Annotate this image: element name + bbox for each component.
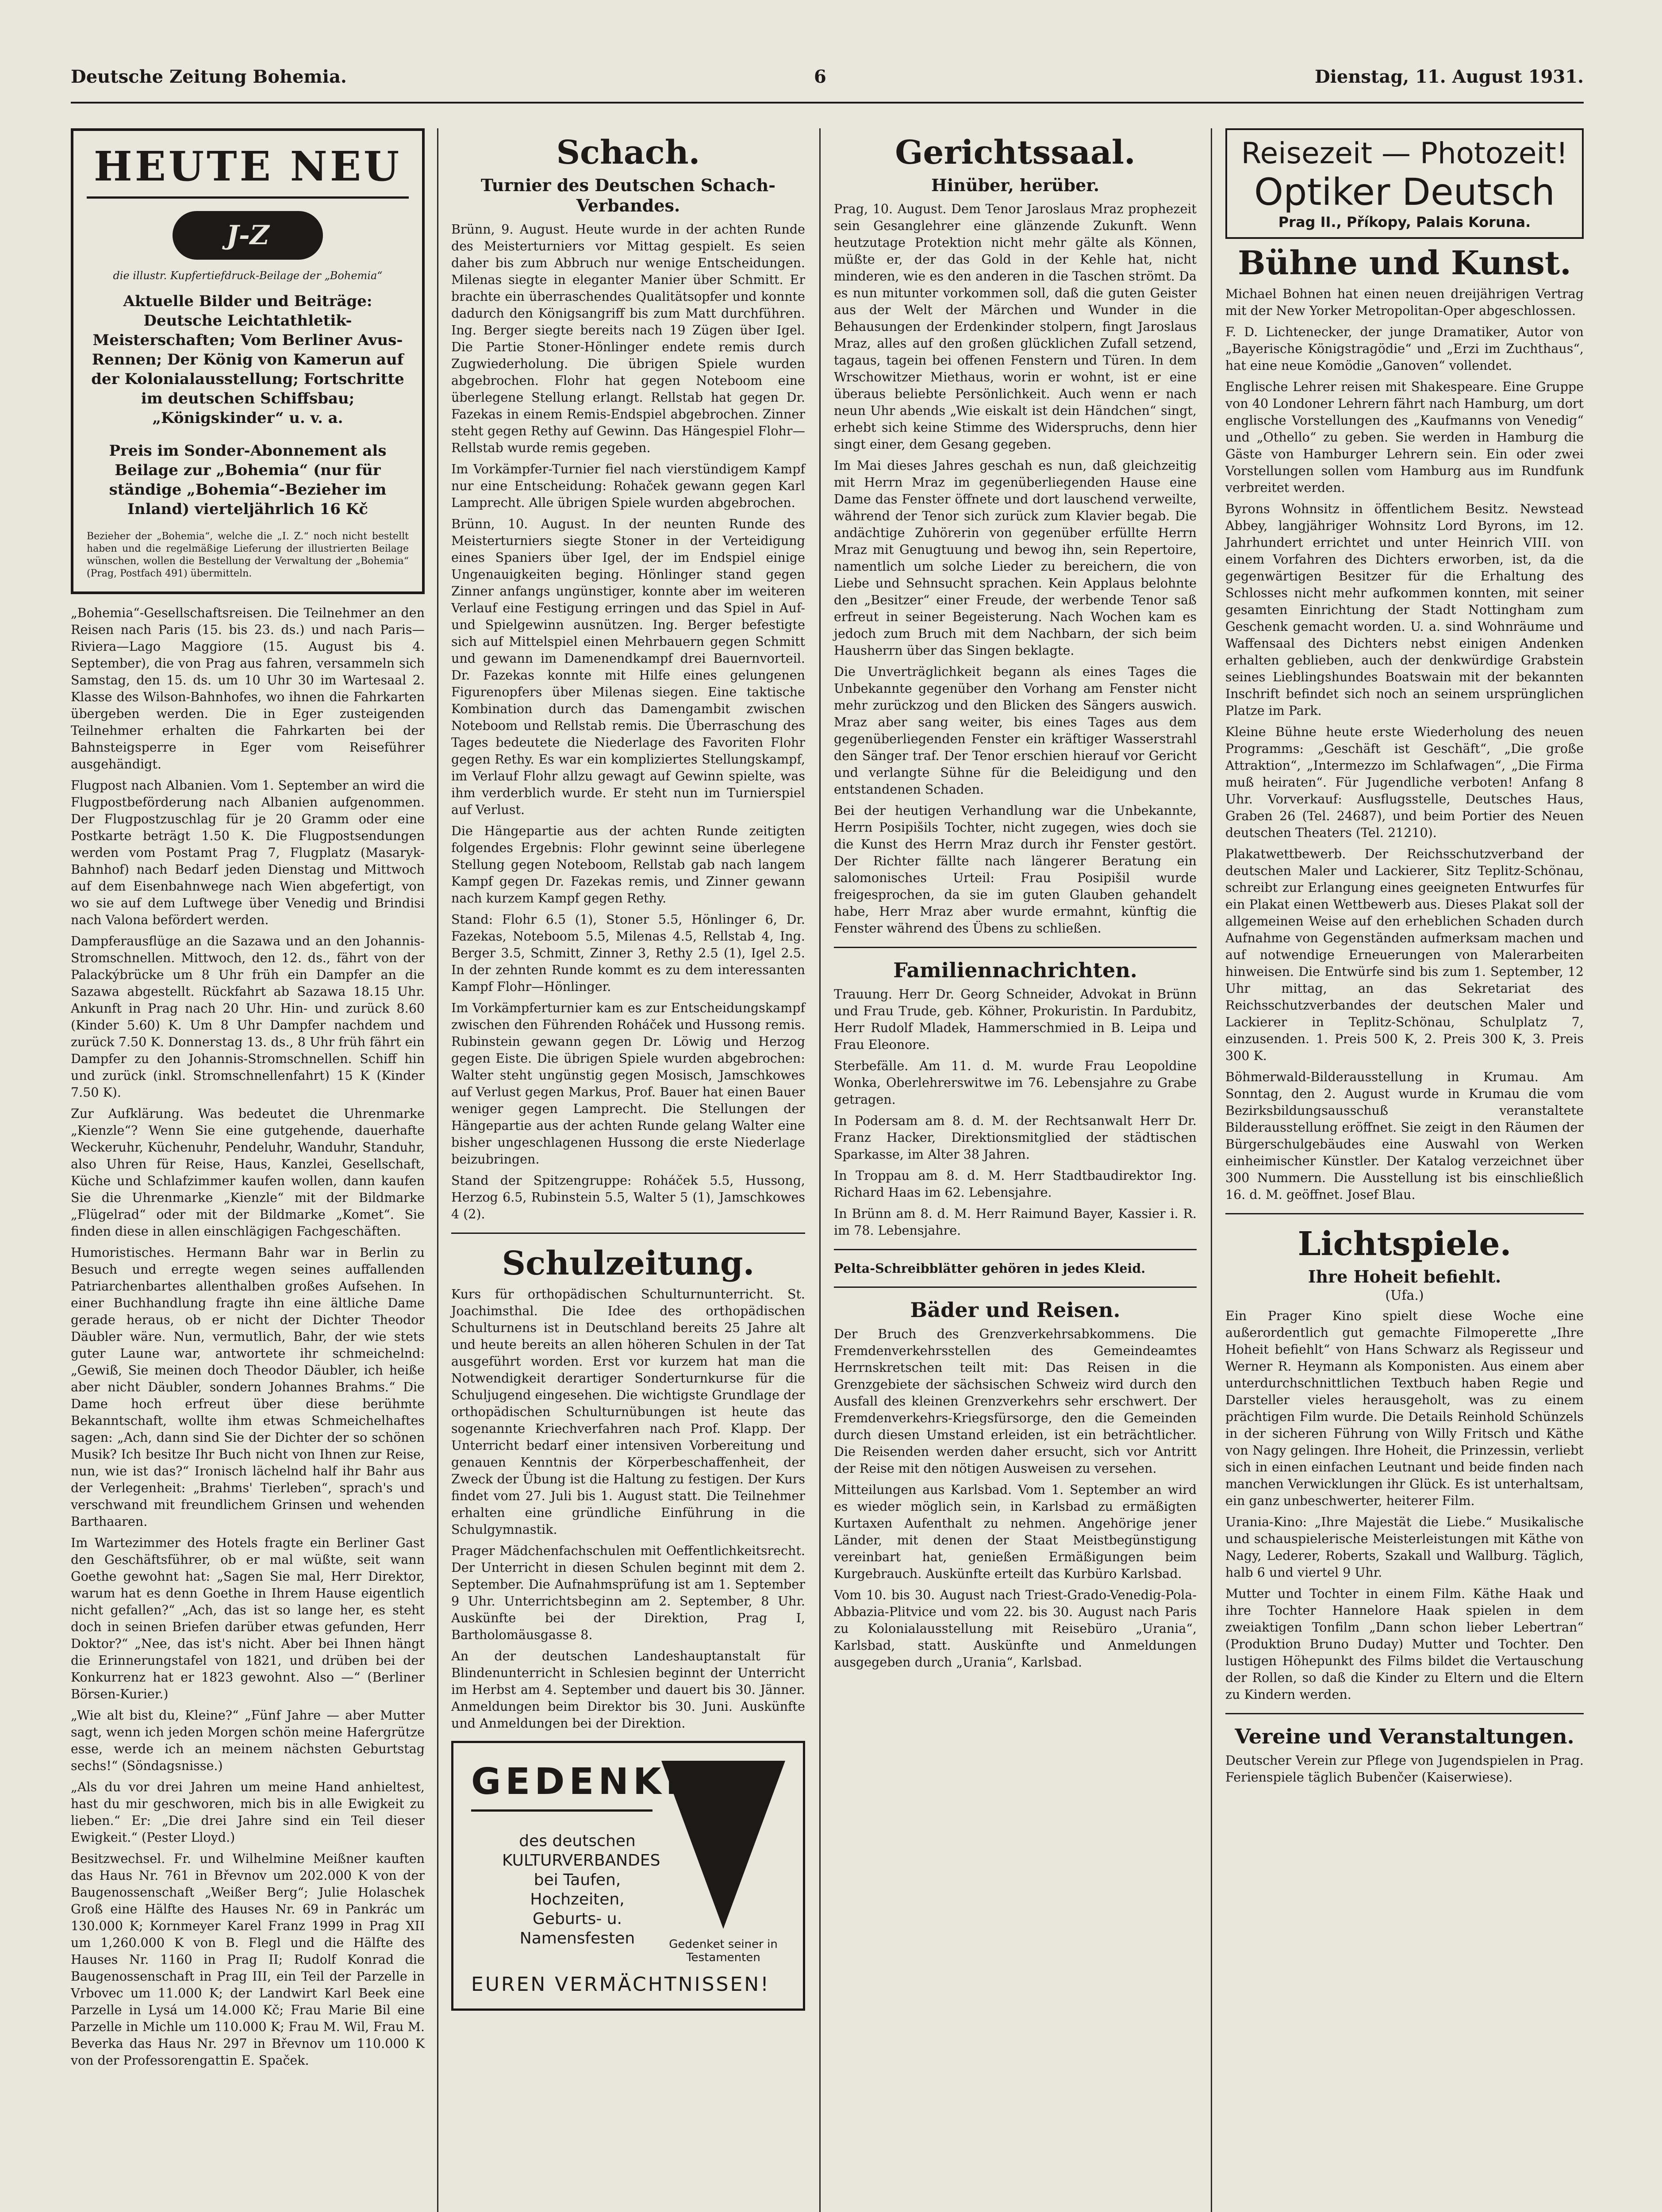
article-paragraph: Besitzwechsel. Fr. und Wilhelmine Meißner kauften das Haus Nr. 761 in Břevnov um 202.000 K von der Baugenossenschaft „Weißer Berg“; Julie Holaschek Groß eine Hälfte des Hauses Nr. 69 in Pankrác um 130.000 K; Kornmeyer Karel Franz 1999 in Prag XII um 1,260.000 K von B. Flegl und die Hälfte des Hauses Nr. 1160 in Prag II; Rudolf Konrad die Baugenossenschaft in Prag III, ein Teil der Parzelle in Vrbovec um 11.000 K; der Landwirt Karl Beek eine Parzelle in Lysá um 14.000 Kč; Frau Marie Bil eine Parzelle in Michle um 110.000 K; Frau M. Wil, Frau M. Beverka das Haus Nr. 297 in Břevnov um 110.000 K von der Professorengattin E. Spaček.: [71, 1851, 425, 2068]
travel-paragraph: Mitteilungen aus Karlsbad. Vom 1. September an wird es wieder möglich sein, in Karlsbad zu ermäßigten Kurtaxen Aufenthalt zu nehmen. Angehörige jener Länder, mit denen der Staat Meistbegünstigung vereinbart hat, genießen Ermäßigungen beim Kurgebrauch. Auskünfte erteilt das Kurbüro Karlsbad.: [834, 1482, 1197, 1581]
column-1: [71, 128, 425, 2074]
gedenket-side-text: Gedenket seiner in Testamenten: [669, 1938, 778, 1964]
section-title-family: Familiennachrichten.: [893, 958, 1137, 982]
chess-paragraph: Stand der Spitzengruppe: Roháček 5.5, Hussong, Herzog 6.5, Rubinstein 5.5, Walter 5 (1), Jamschkowes 4 (2).: [451, 1173, 805, 1221]
stage-paragraph: Englische Lehrer reisen mit Shakespeare. Eine Gruppe von 40 Londoner Lehrern fährt nach Hamburg, um dort englische Vorstellungen des „Kaufmanns von Venedig“ und „Othello“ zu geben. Sie werden in Hamburg die Gäste von Hamburger Lehrern sein. Ein oder zwei Vorstellungen sollen vom Hamburg aus im Rundfunk verbreitet werden.: [1225, 380, 1584, 495]
header-rule: [71, 102, 1584, 104]
gedenket-title: GEDENKET: [471, 1761, 724, 1803]
stage-paragraph: F. D. Lichtenecker, der junge Dramatiker, Autor von „Bayerische Königstragödie“ und „Erzi im Zuchthaus“, hat eine neue Komödie „Ganoven“ vollendet.: [1225, 325, 1584, 373]
issue-date: Dienstag, 11. August 1931.: [1314, 66, 1584, 87]
cinema-venue: (Ufa.): [1385, 1288, 1424, 1303]
article-paragraph: „Wie alt bist du, Kleine?“ „Fünf Jahre — aber Mutter sagt, wenn ich jeden Morgen schön meine Hafergrütze esse, werde ich an meinem nächsten Geburtstag sechs!“ (Söndagsnisse.): [71, 1708, 425, 1773]
newspaper-page: [71, 66, 1584, 2212]
section-title-cinema: Lichtspiele.: [1297, 1225, 1512, 1263]
gedenket-bottom: EUREN VERMÄCHTNISSEN!: [471, 1973, 770, 1996]
optiker-address: Prag II., Příkopy, Palais Koruna.: [1278, 214, 1531, 230]
section-title-stage: Bühne und Kunst.: [1238, 244, 1571, 282]
column-divider: [1211, 128, 1212, 2212]
chess-paragraph: Im Vorkämpfer-Turnier fiel nach vierstündigem Kampf nur eine Entscheidung: Rohaček gewann gegen Karl Lamprecht. Alle übrigen Spiele wurden abgebrochen.: [451, 462, 805, 510]
article-paragraph: „Als du vor drei Jahren um meine Hand anhieltest, hast du mir geschworen, mich bis in alle Ewigkeit zu lieben.“ Er: „Die drei Jahre sind ein Teil dieser Ewigkeit.“ (Pester Lloyd.): [71, 1780, 425, 1845]
school-paragraph: Kurs für orthopädischen Schulturnunterricht. St. Joachimsthal. Die Idee des orthopädischen Schulturnens ist in Deutschland bereits 25 Jahre alt und heute bereits an allen höheren Schulen in der Tat ausgeführt worden. Erst vor kurzem hat man die Notwendigkeit derartiger Sonderturnkurse für die Schuljugend eingesehen. Die wichtigste Grundlage der orthopädischen Schulturnübungen ist heute das sogenannte Kriechverfahren nach Prof. Klapp. Der Unterricht bedarf einer intensiven Vorbereitung und genauen Kenntnis der Körperbeschaffenheit, der Zweck der Übung ist die Haltung zu festigen. Der Kurs findet vom 27. Juli bis 1. August statt. Die Teilnehmer erhalten eine gründliche Einführung in die Schulgymnastik.: [451, 1287, 805, 1537]
chess-subtitle: Turnier des Deutschen Schach-Verbandes.: [480, 175, 776, 215]
section-divider: [834, 1286, 1197, 1288]
ad-title: HEUTE NEU: [87, 142, 409, 199]
article-paragraph: Zur Aufklärung. Was bedeutet die Uhrenmarke „Kienzle“? Wenn Sie eine gutgehende, dauerhafte Weckeruhr, Küchenuhr, Pendeluhr, Wanduhr, Standuhr, also Uhren für Reise, Haus, Kanzlei, Gesellschaft, Küche und Schlafzimmer kaufen wollen, dann kaufen Sie die Uhrenmarke „Kienzle“ mit der Bildmarke „Flügelrad“ oder mit der Bildmarke „Komet“. Sie finden diese in allen einschlägigen Fachgeschäften.: [71, 1106, 425, 1239]
cinema-paragraph: Urania-Kino: „Ihre Majestät die Liebe.“ Musikalische und schauspielerische Meisterleistungen mit Käthe von Nagy, Lederer, Roberts, Szakall und Wallburg. Täglich, halb 6 und viertel 9 Uhr.: [1225, 1515, 1584, 1580]
section-divider: [834, 947, 1197, 948]
running-header: [71, 66, 1584, 97]
gedenket-text: des deutschen KULTURVERBANDES bei Taufen, Hochzeiten, Geburts- u. Namensfesten: [502, 1832, 660, 1947]
column-4: [1225, 128, 1584, 1790]
article-paragraph: Flugpost nach Albanien. Vom 1. September an wird die Flugpostbeförderung nach Albanien aufgenommen. Der Flugpostzuschlag für je 20 Gramm oder eine Postkarte beträgt 1.50 K. Die Flugpostsendungen werden vom Postamt Prag 7, Flugplatz (Masaryk-Bahnhof) nach Bedarf jeden Dienstag und Mittwoch auf dem Eisenbahnwege nach Wien abgefertigt, von wo sie auf dem Luftwege über Venedig und Brindisi nach Valona befördert werden.: [71, 778, 425, 927]
cinema-subtitle: Ihre Hoheit befiehlt.: [1308, 1267, 1501, 1286]
family-paragraph: In Brünn am 8. d. M. Herr Raimund Bayer, Kassier i. R. im 78. Lebensjahre.: [834, 1206, 1197, 1238]
section-title-court: Gerichtssaal.: [895, 134, 1136, 172]
column-2: [451, 128, 805, 2011]
clubs-paragraph: Deutscher Verein zur Pflege von Jugendspielen in Prag. Ferienspiele täglich Bubenčer (Kaiserwiese).: [1225, 1753, 1584, 1785]
optiker-name: Optiker Deutsch: [1254, 170, 1555, 214]
court-subtitle: Hinüber, herüber.: [931, 175, 1100, 195]
cinema-paragraph: Mutter und Tochter in einem Film. Käthe Haak und ihre Tochter Hannelore Haak spielen in dem zweiaktigen Tonfilm „Dann schon lieber Lebertran“ (Produktion Bruno Duday) Mutter und Tochter. Den lustigen Höhepunkt des Films bildet die Vertauschung der Rollen, so daß die Kinder zu Eltern und die Eltern zu Kindern werden.: [1225, 1586, 1584, 1702]
article-paragraph: „Bohemia“-Gesellschaftsreisen. Die Teilnehmer an den Reisen nach Paris (15. bis 23. ds.) und nach Paris—Riviera—Lago Maggiore (15. August bis 4. September), die von Prag aus fahren, versammeln sich Samstag, den 15. ds. um 10 Uhr 30 im Wartesaal 2. Klasse des Wilson-Bahnhofes, wo ihnen die Fahrkarten übergeben werden. Die in Eger zusteigenden Teilnehmer erhalten die Fahrkarten bei der Bahnsteigsperre in Eger vom Reiseführer ausgehändigt.: [71, 606, 425, 772]
pelta-advertisement: Pelta-Schreibblätter gehören in jedes Kleid.: [834, 1261, 1146, 1276]
ad-fine-print: Bezieher der „Bohemia“, welche die „I. Z.“ noch nicht bestellt haben und die regelmäßige Lieferung der illustrierten Beilage wünschen, wollen die Bestellung der Verwaltung der „Bohemia“ (Prag, Postfach 491) übermitteln.: [87, 531, 409, 579]
triangle-emblem-icon: [661, 1761, 785, 1929]
court-paragraph: Die Unverträglichkeit begann als eines Tages die Unbekannte gegenüber den Vorhang am Fenster nicht mehr zurückzog und den Blicken des Sängers auswich. Mraz aber sang weiter, bis eines Tages aus dem gegenüberliegenden Fenster ein kräftiger Wasserstrahl den Sänger traf. Der Tenor erschien hierauf vor Gericht und verlangte Sühne für die Beleidigung und den entstandenen Schaden.: [834, 664, 1197, 797]
stage-paragraph: Michael Bohnen hat einen neuen dreijährigen Vertrag mit der New Yorker Metropolitan-Oper abgeschlossen.: [1225, 287, 1584, 318]
court-paragraph: Bei der heutigen Verhandlung war die Unbekannte, Herrn Posipišils Tochter, nicht zugegen, wies doch sie die Kunst des Herrn Mraz durch ihr Fenster gestört. Der Richter fällte nach längerer Beratung ein salomonisches Urteil: Frau Posipišil wurde freigesprochen, da sie im guten Glauben gehandelt habe, Herr Mraz aber wurde ermahnt, künftig die Fenster während des Übens zu schließen.: [834, 803, 1197, 936]
section-title-clubs: Vereine und Veranstaltungen.: [1235, 1724, 1574, 1748]
travel-paragraph: Vom 10. bis 30. August nach Triest-Grado-Venedig-Pola-Abbazia-Plitvice und vom 22. bis 30. August nach Paris zu Kolonialausstellung mit Reisebüro „Urania“, Karlsbad, statt. Auskünfte und Anmeldungen ausgegeben durch „Urania“, Karlsbad.: [834, 1588, 1197, 1670]
school-paragraph: Prager Mädchenfachschulen mit Oeffentlichkeitsrecht. Der Unterricht in diesen Schulen beginnt mit dem 2. September. Die Aufnahmsprüfung ist am 1. September 9 Uhr. Unterrichtsbeginn am 2. September, 8 Uhr. Auskünfte bei der Direktion, Prag I, Bartholomäusgasse 8.: [451, 1544, 805, 1642]
section-title-travel: Bäder und Reisen.: [910, 1298, 1121, 1322]
article-paragraph: Humoristisches. Hermann Bahr war in Berlin zu Besuch und erregte wegen seines auffallenden Patriarchenbartes allenthalben großes Aufsehen. In einer Buchhandlung fragte ihn eine ältliche Dame gerade heraus, ob er nicht der Dichter Theodor Däubler wäre. Nun, vermutlich, Bahr, der wie stets guter Laune war, antwortete ihr schmeichelnd: „Gewiß, Sie meinen doch Theodor Däubler, ich heiße aber nicht Däubler, sondern Johannes Brahms.“ Die Dame hoch erfreut über diese berühmte Bekanntschaft, wollte ihm etwas Schmeichelhaftes sagen: „Ach, dann sind Sie der Dichter der so schönen Musik? Ich besitze Ihr Buch nicht von Ihnen zur Reise, nun, wie ist das?“ Ironisch lächelnd half ihr Bahr aus der Verlegenheit: „Brahms' Tierleben“, sprach's und verschwand mit freundlichem Grinsen und wehenden Barthaaren.: [71, 1245, 425, 1529]
optiker-slogan: Reisezeit — Photozeit!: [1241, 136, 1568, 170]
section-divider: [1225, 1213, 1584, 1214]
chess-paragraph: Im Vorkämpferturnier kam es zur Entscheidungskampf zwischen den Führenden Roháček und Hussong remis. Rubinstein gewann gegen Dr. Löwig und Herzog gegen Eiste. Die übrigen Spiele wurden abgebrochen: Walter steht ungünstig gegen Mosisch, Jamschkowes auf Verlust gegen Markus, Prof. Bauer hat einen Bauer weniger gegen Lamprecht. Die Stellungen der Hängepartie aus der achten Runde gelang Walter eine bisher ungeschlagenen Hussong die erste Niederlage beizubringen.: [451, 1001, 805, 1167]
court-paragraph: Prag, 10. August. Dem Tenor Jaroslaus Mraz prophezeit sein Gesanglehrer eine glänzende Zukunft. Wenn heutzutage Protektion nicht mehr gälte als Können, müßte er, der das Gold in der Kehle hat, nicht minderen, wie es den anderen in die Taschen strömt. Da es nun mitunter vorkommen soll, daß die guten Geister aus der Welt der Märchen und Wunder in die Behausungen der Erdenkinder stolpern, fingt Jaroslaus Mraz, alles auf den großen glücklichen Zufall setzend, tagaus, tagein bei offenen Fenstern und Türen. In dem Wrschowitzer Miethaus, worin er wohnt, ist er eine überaus beliebte Persönlichkeit. Auch wenn er nach neun Uhr abends „Wie eiskalt ist dein Händchen“ singt, erhebt sich keine Stimme des Widerspruchs, denn hier singt einer, dem Gesang gegeben.: [834, 202, 1197, 452]
iz-logo: J-Z: [173, 211, 323, 260]
stage-paragraph: Byrons Wohnsitz in öffentlichem Besitz. Newstead Abbey, langjähriger Wohnsitz Lord Byrons, im 12. Jahrhundert errichtet und unter Heinrich VIII. von einem Vorfahren des Dichters erworben, ist, da die gegenwärtigen Besitzer für die Erhaltung des Schlosses nicht mehr aufkommen konnten, mit seiner gesamten Einrichtung der Stadt Nottingham zum Geschenk gemacht worden. U. a. sind Wohnräume und Waffensaal des Dichters nebst einigen Andenken erhalten geblieben, auch der denkwürdige Grabstein seines Lieblingshundes Boatswain mit der bekannten Inschrift befindet sich noch an seinem ursprünglichen Platze im Park.: [1225, 502, 1584, 718]
chess-paragraph: Stand: Flohr 6.5 (1), Stoner 5.5, Hönlinger 6, Dr. Fazekas, Noteboom 5.5, Milenas 4.5, Rellstab 4, Ing. Berger 3.5, Schmitt, Zinner 3, Rethy 2.5 (1), Igel 2.5. In der zehnten Runde kommt es zu dem interessanten Kampf Flohr—Hönlinger.: [451, 912, 805, 994]
section-title-chess: Schach.: [556, 134, 700, 172]
heute-neu-advertisement: [71, 128, 425, 594]
article-paragraph: Im Wartezimmer des Hotels fragte ein Berliner Gast den Geschäftsführer, ob er mal wüßte, seit wann Goethe gewohnt hat: „Sagen Sie mal, Herr Direktor, warum hat es denn Goethe in Ihrem Hause eigentlich nicht gefallen?“ „Ach, das ist so lange her, es steht doch in seinen Briefen darüber etwas gefunden, Herr Doktor?“ „Nee, das ist's nicht. Aber bei Ihnen hängt die Erinnerungstafel von 1821, und drüben bei der Konkurrenz hat er 1823 gewohnt. Also —“ (Berliner Börsen-Kurier.): [71, 1536, 425, 1701]
family-paragraph: In Troppau am 8. d. M. Herr Stadtbaudirektor Ing. Richard Haas im 62. Lebensjahre.: [834, 1168, 1197, 1200]
gedenket-rule: [471, 1809, 653, 1812]
section-divider: [834, 1249, 1197, 1250]
chess-paragraph: Brünn, 10. August. In der neunten Runde des Meisterturniers siegte Stoner in der Verteidigung eines Spaniers über Igel, der im Endspiel einige Ungenauigkeiten beging. Hönlinger stand gegen Zinner anfangs ungünstiger, konnte aber im weiteren Verlauf eine Festigung erringen und das Spiel in Auf- und Spielgewinn ausnützen. Ing. Berger befestigte sich auf Mittelspiel einen Mehrbauern gegen Schmitt und gewann im Damenendkampf drei Bauernvorteil. Dr. Fazekas konnte mit Hilfe eines gelungenen Figurenopfers über Milenas siegen. Eine taktische Kombination durch das Damengambit zwischen Noteboom und Rellstab remis. Die Überraschung des Tages bedeutete die Niederlage des Favoriten Flohr gegen Rethy. Es war ein kompliziertes Stellungskampf, im Verlauf Flohr allzu gewagt auf Gewinn spielte, was ihm verderblich wurde. Er steht nun im Turnierspiel auf Verlust.: [451, 517, 805, 817]
newspaper-name: Deutsche Zeitung Bohemia.: [71, 66, 347, 87]
family-paragraph: Trauung. Herr Dr. Georg Schneider, Advokat in Brünn und Frau Trude, geb. Köhner, Prokuristin. In Pardubitz, Herr Rudolf Mladek, Hammerschmied in B. Leipa und Frau Eleonore.: [834, 987, 1197, 1052]
family-paragraph: Sterbefälle. Am 11. d. M. wurde Frau Leopoldine Wonka, Oberlehrerswitwe im 76. Lebensjahre zu Grabe getragen.: [834, 1059, 1197, 1107]
court-paragraph: Im Mai dieses Jahres geschah es nun, daß gleichzeitig mit Herrn Mraz im gegenüberliegenden Hause eine Dame das Fenster öffnete und dort lauschend verweilte, während der Tenor sich zurück zum Klavier begab. Die andächtige Zuhörerin von gegenüber erfüllte Herrn Mraz mit Genugtuung und bewog ihn, sein Repertoire, namentlich um solche Lieder zu bereichern, die von Liebe und Sehnsucht sprachen. Kein Applaus belohnte den „Besitzer“ einer Freude, der werbende Tenor saß erfreut in seiner Begeisterung. Nach Wochen kam es jedoch zum Bruch mit dem Nachbarn, der sich beim Hausherrn über das Singen beklagte.: [834, 458, 1197, 658]
section-title-school: Schulzeitung.: [502, 1244, 755, 1283]
stage-paragraph: Kleine Bühne heute erste Wiederholung des neuen Programms: „Geschäft ist Geschäft“, „Die große Attraktion“, „Intermezzo im Schlafwagen“, „Die Firma muß heiraten“. Für Jugendliche verboten! Anfang 8 Uhr. Vorverkauf: Ausflugsstelle, Deutsches Haus, Graben 26 (Tel. 24687), und beim Portier des Neuen deutschen Theaters (Tel. 21210).: [1225, 725, 1584, 840]
ad-features: Aktuelle Bilder und Beiträge: Deutsche Leichtathletik-Meisterschaften; Vom Berliner Avus-Rennen; Der König von Kamerun auf der Kolonialausstellung; Fortschritte im deutschen Schiffsbau; „Königskinder“ u. v. a.: [91, 292, 404, 427]
ad-price: Preis im Sonder-Abonnement als Beilage zur „Bohemia“ (nur für ständige „Bohemia“-Bezieher im Inland) vierteljährlich 16 Kč: [109, 442, 387, 518]
ad-note: die illustr. Kupfertiefdruck-Beilage der „Bohemia“: [113, 269, 383, 282]
chess-paragraph: Brünn, 9. August. Heute wurde in der achten Runde des Meisterturniers vor Mittag gespielt. Es seien daher bis zum Abbruch nur wenige Entscheidungen. Milenas siegte in eleganter Manier über Schmitt. Er brachte ein überraschendes Qualitätsopfer und konnte dadurch den Königsangriff bis zum Matt durchführen. Ing. Berger siegte bereits nach 19 Zügen über Igel. Die Partie Stoner-Hönlinger endete remis durch Zugwiederholung. Die übrigen Spiele wurden abgebrochen. Flohr hat gegen Noteboom eine überlegene Stellung erlangt. Rellstab hat gegen Dr. Fazekas in einem Remis-Endspiel abgebrochen. Zinner steht gegen Rethy auf Gewinn. Das Hängespiel Flohr—Rellstab wurde remis gegeben.: [451, 222, 805, 455]
section-divider: [451, 1233, 805, 1234]
column-divider: [437, 128, 438, 2212]
stage-paragraph: Plakatwettbewerb. Der Reichsschutzverband der deutschen Maler und Lackierer, Sitz Teplitz-Schönau, schreibt zur Erlangung eines geeigneten Entwurfes für ein Plakat einen Wettbewerb aus. Dieses Plakat soll der allgemeinen Weise auf den erheblichen Schaden durch Aufnahme von Gegenständen aufmerksam machen und auf notwendige Erneuerungen von Malerarbeiten hinweisen. Die Entwürfe sind bis zum 1. September, 12 Uhr mittag, an das Sekretariat des Reichsschutzverbandes der deutschen Maler und Lackierer in Teplitz-Schönau, Schulplatz 7, einzusenden. 1. Preis 500 K, 2. Preis 300 K, 3. Preis 300 K.: [1225, 847, 1584, 1063]
section-divider: [1225, 1713, 1584, 1714]
page-number: 6: [814, 66, 826, 87]
column-divider: [819, 128, 821, 2212]
family-paragraph: In Podersam am 8. d. M. der Rechtsanwalt Herr Dr. Franz Hacker, Direktionsmitglied der städtischen Sparkasse, im Alter 38 Jahren.: [834, 1114, 1197, 1162]
stage-paragraph: Böhmerwald-Bilderausstellung in Krumau. Am Sonntag, den 2. August wurde in Krumau die vom Bezirksbildungsausschuß veranstaltete Bilderausstellung eröffnet. Sie zeigt in den Räumen der Bürgerschulgebäudes eine Auswahl von Werken einheimischer Künstler. Der Katalog verzeichnet über 300 Nummern. Die Ausstellung ist bis einschließlich 16. d. M. geöffnet. Josef Blau.: [1225, 1070, 1584, 1202]
travel-paragraph: Der Bruch des Grenzverkehrsabkommens. Die Fremdenverkehrsstellen des Gemeindeamtes Herrnskretschen teilt mit: Das Reisen in die Grenzgebiete der sächsischen Schweiz wird durch den Ausfall des kleinen Grenzverkehrs sehr erschwert. Der Fremdenverkehrs-Kriegsfürsorge, den die Gemeinden durch diesen Umstand erleiden, ist ein beträchtlicher. Die Reisenden werden daher ersucht, sich vor Antritt der Reise mit den nötigen Ausweisen zu versehen.: [834, 1327, 1197, 1476]
optiker-advertisement: [1225, 128, 1584, 239]
article-paragraph: Dampferausflüge an die Sazawa und an den Johannis-Stromschnellen. Mittwoch, den 12. ds., fährt von der Palackýbrücke um 8 Uhr früh ein Dampfer an die Sazawa abgestellt. Rückfahrt ab Sazawa 18.15 Uhr. Ankunft in Prag nach 20 Uhr. Hin- und zurück 8.60 (Kinder 5.60) K. Um 8 Uhr Dampfer nachdem und zurück 7.50 K. Donnerstag 13. ds., 8 Uhr früh fährt ein Dampfer zu den Johannis-Stromschnellen. Schiff hin und zurück (inkl. Stromschnellenfahrt) 15 K (Kinder 7.50 K).: [71, 934, 425, 1100]
school-paragraph: An der deutschen Landeshauptanstalt für Blindenunterricht in Schlesien beginnt der Unterricht im Herbst am 4. September und dauert bis 30. Jänner. Anmeldungen beim Direktor bis 30. Juni. Auskünfte und Anmeldungen bei der Direktion.: [451, 1649, 805, 1731]
chess-paragraph: Die Hängepartie aus der achten Runde zeitigten folgendes Ergebnis: Flohr gewinnt seine überlegene Stellung gegen Noteboom, Rellstab gab nach langem Kampf gegen Dr. Fazekas remis, und Zinner gewann nach kurzem Kampf gegen Rethy.: [451, 824, 805, 906]
gedenket-advertisement: [451, 1741, 805, 2011]
cinema-paragraph: Ein Prager Kino spielt diese Woche eine außerordentlich gut gemachte Filmoperette „Ihre Hoheit befiehlt“ von Hans Schwarz als Regisseur und Werner R. Heymann als Komponisten. Aus einem aber unterdurchschnittlichen Textbuch haben Regie und Darsteller vieles herausgeholt, was zu einem prächtigen Film wurde. Die Details Reinhold Schünzels in der sicheren Führung von Willy Fritsch und Käthe von Nagy gelingen. Ihre Hoheit, die Prinzessin, verliebt sich in einen einfachen Leutnant und beide finden nach manchen Verwicklungen ihr Glück. Es ist unterhaltsam, ein ganz unbeschwerter, heiterer Film.: [1225, 1309, 1584, 1508]
column-3: [834, 128, 1197, 1675]
